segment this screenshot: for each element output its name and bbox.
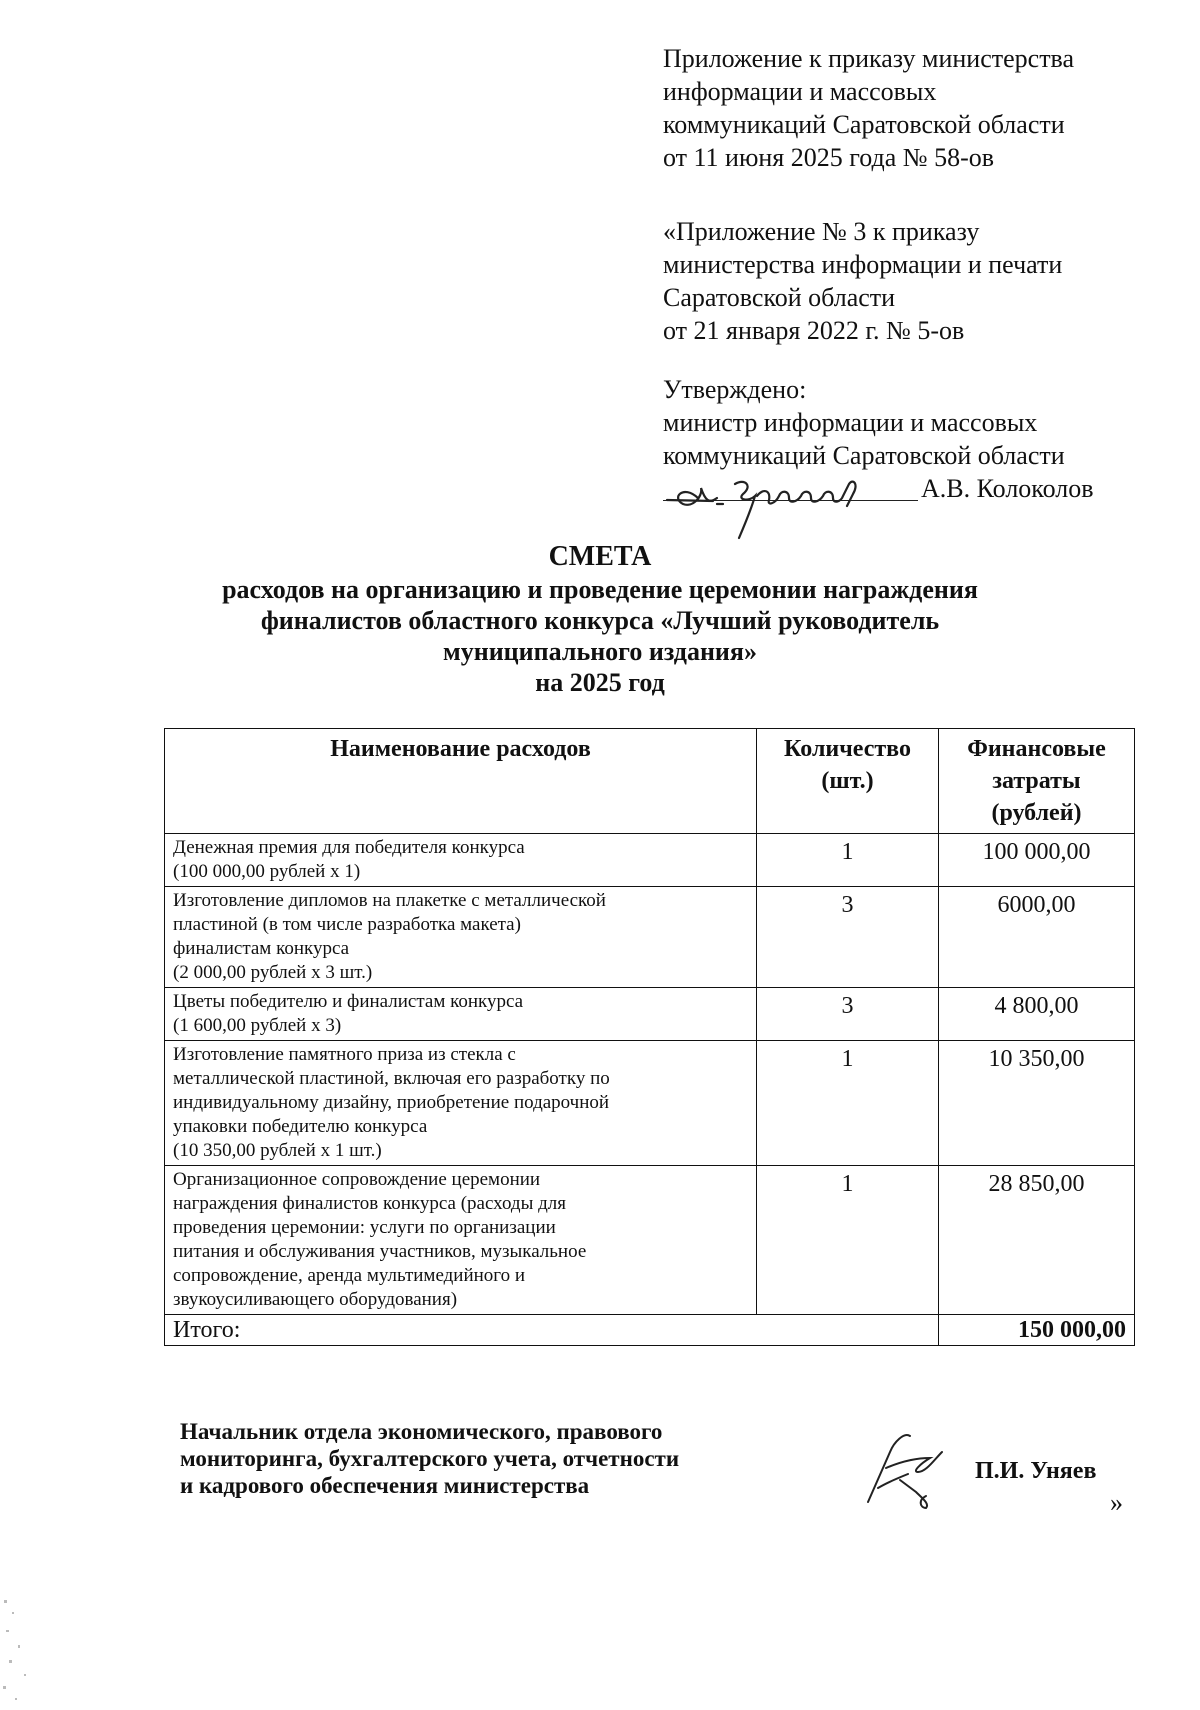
description-line: Цветы победителю и финалистам конкурса xyxy=(173,991,524,1012)
expense-quantity: 3 xyxy=(757,988,939,1041)
description-line: питания и обслуживания участников, музыкальное xyxy=(173,1241,587,1262)
header-cost-line: (рублей) xyxy=(991,800,1082,826)
expense-quantity: 3 xyxy=(757,887,939,988)
description-line: пластиной (в том числе разработка макета) xyxy=(173,914,521,935)
table-header-row xyxy=(165,729,1135,834)
expense-cost: 28 850,00 xyxy=(939,1166,1135,1315)
appendix-line: коммуникаций Саратовской области xyxy=(663,110,1065,139)
expense-cost: 6000,00 xyxy=(939,887,1135,988)
description-line: (10 350,00 рублей х 1 шт.) xyxy=(173,1140,382,1161)
description-line: металлической пластиной, включая его разработку по xyxy=(173,1068,610,1089)
approval-label: Утверждено: xyxy=(663,375,807,404)
signatory-name: П.И. Уняев xyxy=(975,1458,1097,1484)
appendix-line: информации и массовых xyxy=(663,77,937,106)
expense-cost: 4 800,00 xyxy=(939,988,1135,1041)
approver-name: А.В. Колоколов xyxy=(921,474,1094,503)
appendix-reference xyxy=(663,42,1133,174)
description-line: индивидуальному дизайну, приобретение подарочной xyxy=(173,1092,610,1113)
description-line: звукоусиливающего оборудования) xyxy=(173,1289,458,1310)
approver-signature xyxy=(653,454,923,544)
quoted-appendix-line: «Приложение № 3 к приказу xyxy=(663,217,980,246)
total-sum: 150 000,00 xyxy=(939,1315,1135,1346)
expense-description xyxy=(165,1166,757,1315)
approver-position-line: министр информации и массовых xyxy=(663,408,1038,437)
header-quantity-line: (шт.) xyxy=(821,768,874,794)
header-quantity-line: Количество xyxy=(784,736,911,762)
expense-cost: 10 350,00 xyxy=(939,1041,1135,1166)
signatory-position-line: Начальник отдела экономического, правового xyxy=(180,1419,663,1444)
approver-position-line: коммуникаций Саратовской области xyxy=(663,441,1065,470)
description-line: проведения церемонии: услуги по организации xyxy=(173,1217,556,1238)
description-line: Изготовление памятного приза из стекла с xyxy=(173,1044,516,1065)
quoted-appendix-line: министерства информации и печати xyxy=(663,250,1063,279)
signatory-position xyxy=(180,1418,800,1499)
description-line: (1 600,00 рублей х 3) xyxy=(173,1015,342,1036)
quoted-appendix-line: от 21 января 2022 г. № 5-ов xyxy=(663,316,965,345)
expense-description xyxy=(165,887,757,988)
title-line: на 2025 год xyxy=(535,668,665,697)
header-cost xyxy=(939,729,1135,834)
expense-description xyxy=(165,988,757,1041)
header-cost-line: Финансовые xyxy=(967,736,1106,762)
description-line: упаковки победителю конкурса xyxy=(173,1116,428,1137)
table-row xyxy=(165,988,1135,1041)
expense-quantity: 1 xyxy=(757,1166,939,1315)
title-line: расходов на организацию и проведение церемонии награждения xyxy=(222,575,978,604)
signatory-position-line: мониторинга, бухгалтерского учета, отчетности xyxy=(180,1446,680,1471)
budget-table xyxy=(164,728,1135,1346)
closing-quote: » xyxy=(1110,1488,1123,1517)
title-line: муниципального издания» xyxy=(443,637,757,666)
table-row xyxy=(165,1166,1135,1315)
title-line: финалистов областного конкурса «Лучший руководитель xyxy=(260,606,940,635)
appendix-line: Приложение к приказу министерства xyxy=(663,44,1075,73)
description-line: награждения финалистов конкурса (расходы для xyxy=(173,1193,566,1214)
expense-description xyxy=(165,1041,757,1166)
scan-noise xyxy=(0,1590,60,1710)
expense-quantity: 1 xyxy=(757,1041,939,1166)
title-main: СМЕТА xyxy=(548,541,652,572)
document-title xyxy=(150,540,1050,698)
header-cost-line: затраты xyxy=(992,768,1081,794)
approver-signature-row xyxy=(663,472,1133,506)
approval-block xyxy=(663,373,1133,506)
quoted-appendix-line: Саратовской области xyxy=(663,283,896,312)
description-line: (100 000,00 рублей х 1) xyxy=(173,861,361,882)
expense-cost: 100 000,00 xyxy=(939,834,1135,887)
description-line: Денежная премия для победителя конкурса xyxy=(173,837,525,858)
table-row xyxy=(165,887,1135,988)
quoted-appendix-reference xyxy=(663,215,1133,347)
head-signature xyxy=(860,1422,970,1512)
description-line: (2 000,00 рублей х 3 шт.) xyxy=(173,962,373,983)
table-row xyxy=(165,1041,1135,1166)
signatory-position-line: и кадрового обеспечения министерства xyxy=(180,1473,590,1498)
total-label: Итого: xyxy=(165,1315,939,1346)
header-quantity xyxy=(757,729,939,834)
total-row xyxy=(165,1315,1135,1346)
expense-quantity: 1 xyxy=(757,834,939,887)
header-expense-name: Наименование расходов xyxy=(165,729,757,834)
description-line: финалистам конкурса xyxy=(173,938,350,959)
description-line: Изготовление дипломов на плакетке с металлической xyxy=(173,890,606,911)
expense-description xyxy=(165,834,757,887)
appendix-line: от 11 июня 2025 года № 58-ов xyxy=(663,143,995,172)
table-row xyxy=(165,834,1135,887)
description-line: Организационное сопровождение церемонии xyxy=(173,1169,541,1190)
description-line: сопровождение, аренда мультимедийного и xyxy=(173,1265,526,1286)
